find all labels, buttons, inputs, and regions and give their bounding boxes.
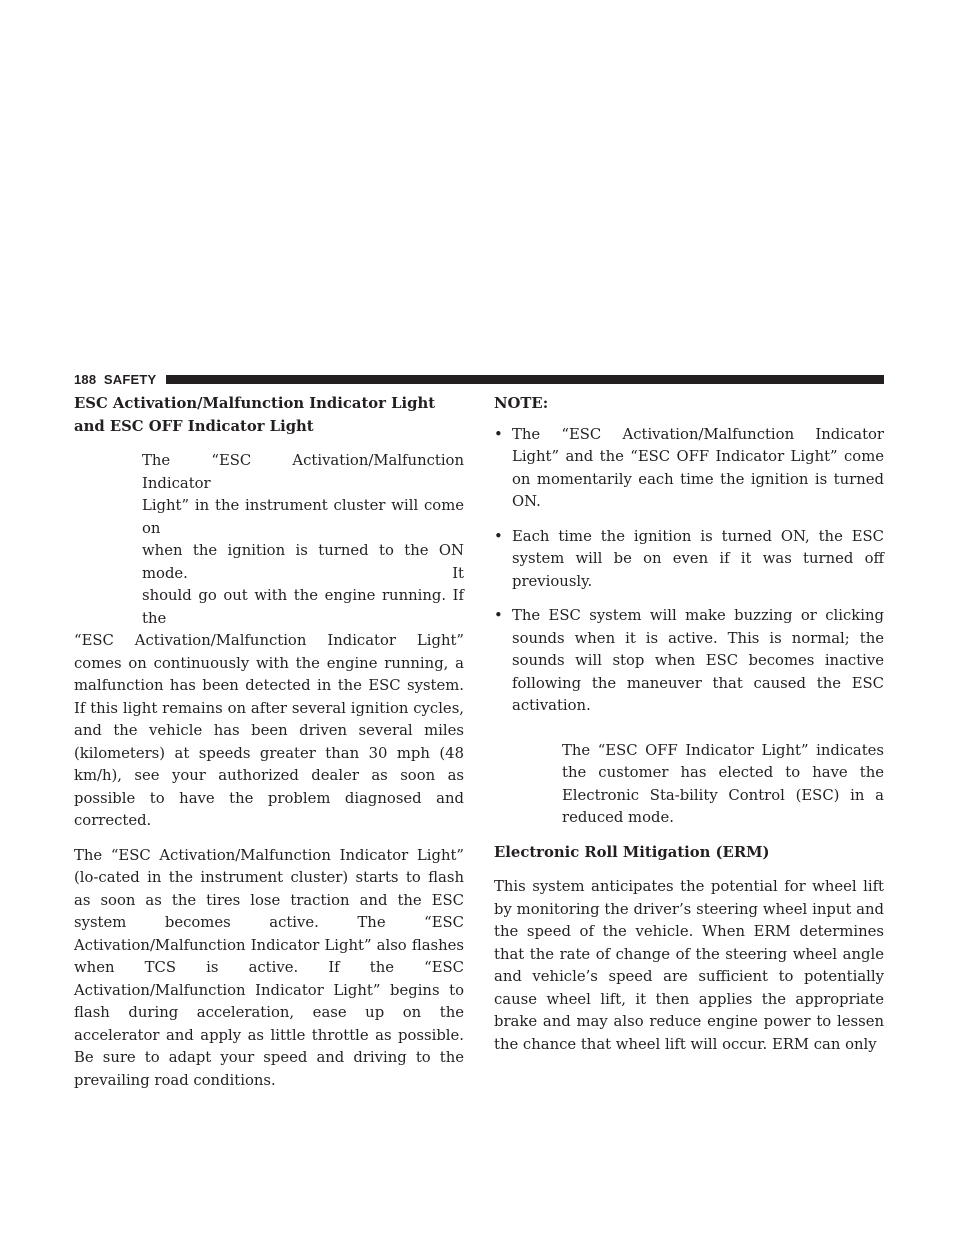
- esc-para-continued: “ESC Activation/Malfunction Indicator Light” comes on continuously with the engine running, a malfunction has been detected in the ESC system. If this light remains on after several ignition cycles, and the vehicle has been driven several miles (kilometers) at speeds greater than 30 mph (48 km/h), see your authorized dealer as soon as possible to have the problem diagnosed and corrected.: [74, 632, 464, 829]
- icon-para-line: Light” in the instrument cluster will come on: [142, 497, 464, 537]
- note-item: [494, 526, 884, 594]
- icon-para-line: when the ignition is turned to the ON mode. It: [142, 542, 464, 582]
- page-number-section: [74, 372, 156, 387]
- section-title: SAFETY: [103, 371, 157, 387]
- left-column: [74, 393, 464, 1092]
- note-text: The ESC system will make buzzing or clicking sounds when it is active. This is normal; the sounds will stop when ESC becomes inactive following the maneuver that caused the ESC activation.: [512, 607, 884, 714]
- page-number: 188: [74, 371, 97, 387]
- esc-flash-paragraph: The “ESC Activation/Malfunction Indicator Light” (lo-cated in the instrument cluster) starts to flash as soon as the tires lose traction and the ESC system becomes active. The “ESC Activation/Malfunction Indicator Light” also flashes when TCS is active. If the “ESC Activation/Malfunction Indicator Light” begins to flash during acceleration, ease up on the accelerator and apply as little throttle as possible. Be sure to adapt your speed and driving to the prevailing road conditions.: [74, 846, 464, 1089]
- icon-para-line: should go out with the engine running. If the: [142, 587, 464, 627]
- icon-para-line: The “ESC Activation/Malfunction Indicator: [142, 452, 464, 492]
- esc-off-text: The “ESC OFF Indicator Light” indicates the customer has elected to have the Electronic Sta-bility Control (ESC) in a reduced mode.: [562, 741, 884, 826]
- esc-off-icon-paragraph: [494, 740, 884, 830]
- right-column: [494, 393, 884, 1056]
- note-list: [494, 424, 884, 718]
- note-label: NOTE:: [494, 395, 549, 412]
- page-header: [74, 370, 884, 388]
- bullet: •: [494, 425, 503, 443]
- esc-indicator-heading: ESC Activation/Malfunction Indicator Light and ESC OFF Indicator Light: [74, 395, 436, 435]
- erm-heading: Electronic Roll Mitigation (ERM): [494, 843, 770, 861]
- note-text: The “ESC Activation/Malfunction Indicator Light” and the “ESC OFF Indicator Light” come on momentarily each time the ignition is turned ON.: [512, 425, 884, 510]
- esc-icon-paragraph: [74, 450, 464, 833]
- bullet: •: [494, 607, 503, 624]
- header-rule: [166, 375, 884, 384]
- note-item: [494, 605, 884, 718]
- bullet: •: [494, 527, 503, 545]
- note-text: Each time the ignition is turned ON, the ESC system will be on even if it was turned off previously.: [512, 527, 884, 590]
- note-item: [494, 424, 884, 514]
- erm-paragraph: This system anticipates the potential for wheel lift by monitoring the driver’s steering wheel input and the speed of the vehicle. When ERM determines that the rate of change of the steering wheel angle and vehicle’s speed are sufficient to potentially cause wheel lift, it then applies the appropriate brake and may also reduce engine power to lessen the chance that wheel lift will occur. ERM can only: [494, 878, 884, 1053]
